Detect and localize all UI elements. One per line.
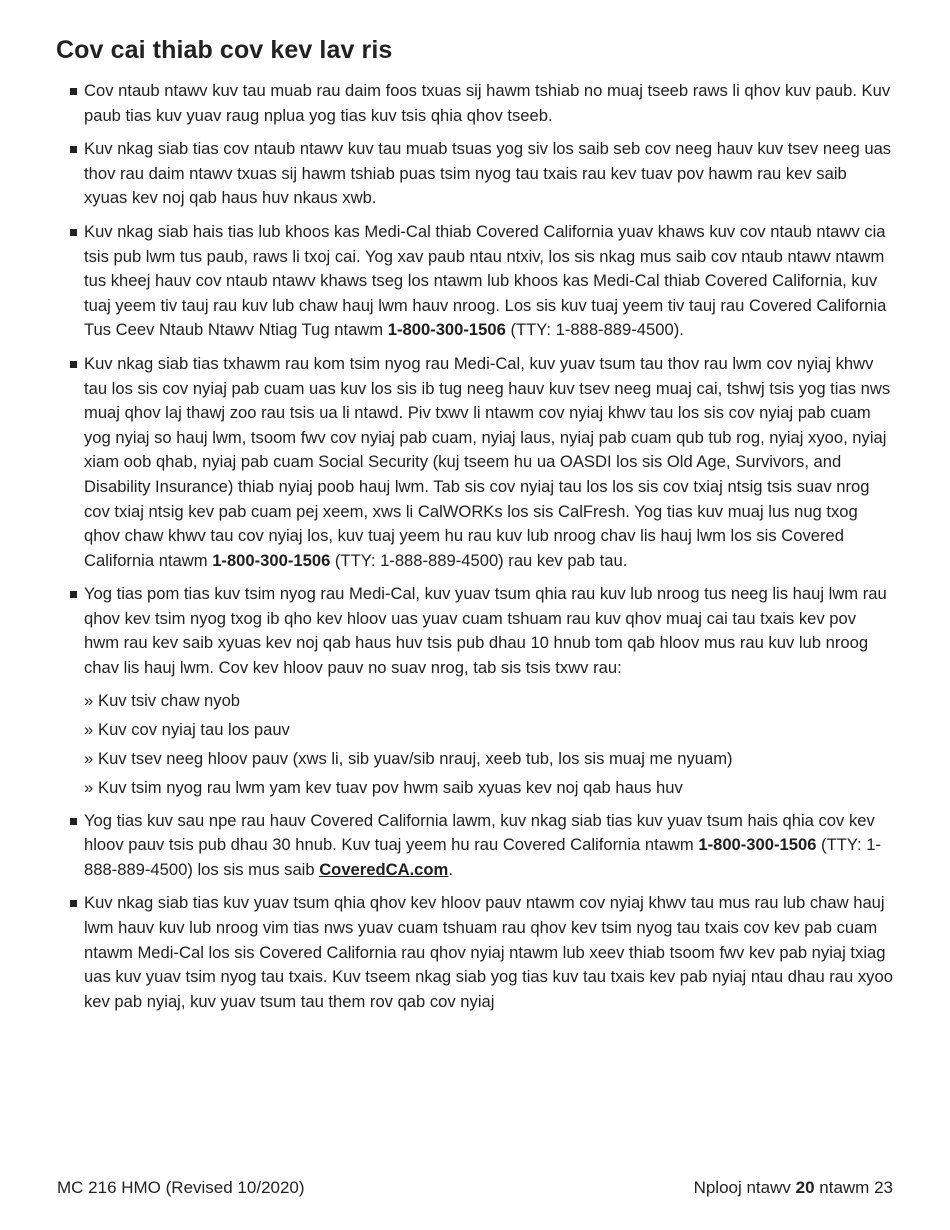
section-heading: Cov cai thiab cov kev lav ris (56, 36, 393, 64)
rights-list (56, 79, 894, 1014)
list-item: Kuv nkag siab tias cov ntaub ntawv kuv tau muab tsuas yog siv los saib seb cov neeg hauv kuv tsev neeg uas thov rau daim ntawv txuas sij hawm tshiab puas tsim nyog tau txais rau kev tuav pov hawm rau kev saib xyuas kev noj qab haus huv nkaus xwb. (56, 137, 894, 211)
phone-number: 1-800-300-1506 (212, 550, 331, 570)
form-id: MC 216 HMO (Revised 10/2020) (57, 1178, 305, 1197)
page-footer (57, 1178, 893, 1198)
sub-list-item: » Kuv tsiv chaw nyob (84, 688, 894, 713)
phone-number: 1-800-300-1506 (387, 320, 506, 340)
phone-number: 1-800-300-1506 (698, 835, 817, 855)
list-item: Kuv nkag siab tias txhawm rau kom tsim nyog rau Medi-Cal, kuv yuav tsum tau thov rau lwm cov nyiaj khwv tau los sis cov nyiaj pab cuam uas kuv los sis ib tug neeg hauv kuv tsev neeg muaj cai, tshwj tsis yog tias nws muaj qhov laj thawj zoo rau tsis ua li ntawd. Piv txwv li ntawm cov nyiaj khwv tau los sis cov nyiaj pab cuam yog nyiaj so hauj lwm, tsoom fwv cov nyiaj pab cuam, nyiaj laus, nyiaj pab cuam qub tub rog, nyiaj xyoo, nyiaj xiam oob qhab, nyiaj pab cuam Social Security (kuj tseem hu ua OASDI los sis Old Age, Survivors, and Disability Insurance) thiab nyiaj poob hauj lwm. Tab sis cov nyiaj tau los los sis cov txiaj ntsig tsis suav nrog cov txiaj ntsig kev pab cuam pej xeem, xws li CalWORKs los sis CalFresh. Yog tias kuv muaj lus nug txog qhov chaw khwv tau cov nyiaj los, kuv tuaj yeem hu rau kuv lub nroog chav lis hauj lwm los sis Covered California ntawm 1-800-300-1506 (TTY: 1-888-889-4500) rau kev pab tau. (56, 352, 894, 573)
list-item: Cov ntaub ntawv kuv tau muab rau daim foos txuas sij hawm tshiab no muaj tseeb raws li qhov kuv paub. Kuv paub tias kuv yuav raug nplua yog tias kuv tsis qhia qhov tseeb. (56, 79, 894, 128)
change-examples-list (84, 688, 894, 800)
coveredca-link[interactable]: CoveredCA.com (319, 859, 449, 879)
sub-list-item: » Kuv tsev neeg hloov pauv (xws li, sib yuav/sib nrauj, xeeb tub, los sis muaj me nyuam) (84, 746, 894, 771)
list-item: Yog tias pom tias kuv tsim nyog rau Medi-Cal, kuv yuav tsum qhia rau kuv lub nroog tus neeg lis hauj lwm rau qhov kev tsim nyog txog ib qho kev hloov uas yuav cuam tshuam rau kuv qhov muaj cai tau txais kev pov hwm rau kev saib xyuas kev noj qab haus huv tsis pub dhau 10 hnub tom qab hloov mus rau kuv lub nroog chav lis hauj lwm. Cov kev hloov pauv no suav nrog, tab sis tsis txwv rau: » Kuv tsiv chaw nyob » Kuv cov nyiaj tau los pauv » Kuv tsev neeg hloov pauv (xws li, sib yuav/sib nrauj, xeeb tub, los sis muaj me nyuam) » Kuv tsim nyog rau lwm yam kev tuav pov hwm saib xyuas kev noj qab haus huv (56, 582, 894, 799)
list-item: Kuv nkag siab tias kuv yuav tsum qhia qhov kev hloov pauv ntawm cov nyiaj khwv tau mus rau lub chaw hauj lwm hauv kuv lub nroog vim tias nws yuav cuam tshuam rau qhov kev tsim nyog tau txais cov kev pab cuam ntawm Medi-Cal los sis Covered California rau qhov nyiaj ntawm lub xeev thiab tsoom fwv kev pab nyiaj txiag uas kuv yuav tsim nyog tau txais. Kuv tseem nkag siab yog tias kuv tau txais kev pab nyiaj ntau dhau rau xyoo kev pab nyiaj, kuv yuav tsum tau them rov qab cov nyiaj (56, 891, 894, 1014)
list-item: Yog tias kuv sau npe rau hauv Covered California lawm, kuv nkag siab tias kuv yuav tsum hais qhia cov kev hloov pauv tsis pub dhau 30 hnub. Kuv tuaj yeem hu rau Covered California ntawm 1-800-300-1506 (TTY: 1-888-889-4500) los sis mus saib CoveredCA.com. (56, 809, 894, 883)
document-page (56, 36, 894, 1023)
sub-list-item: » Kuv tsim nyog rau lwm yam kev tuav pov hwm saib xyuas kev noj qab haus huv (84, 775, 894, 800)
list-item: Kuv nkag siab hais tias lub khoos kas Medi-Cal thiab Covered California yuav khaws kuv cov ntaub ntawv cia tsis pub lwm tus paub, raws li txoj cai. Yog xav paub ntau ntxiv, los sis nkag mus saib cov ntaub ntawv ntawm tus kheej hauv cov ntaub ntawv khaws tseg los ntawm lub khoos kas Medi-Cal thiab Covered California, kuv tuaj yeem tiv tauj rau kuv lub chaw hauj lwm hauv nroog. Los sis kuv tuaj yeem tiv tauj rau Covered California Tus Ceev Ntaub Ntawv Ntiag Tug ntawm 1-800-300-1506 (TTY: 1-888-889-4500). (56, 220, 894, 343)
page-number: Nplooj ntawv 20 ntawm 23 (693, 1178, 893, 1197)
sub-list-item: » Kuv cov nyiaj tau los pauv (84, 717, 894, 742)
